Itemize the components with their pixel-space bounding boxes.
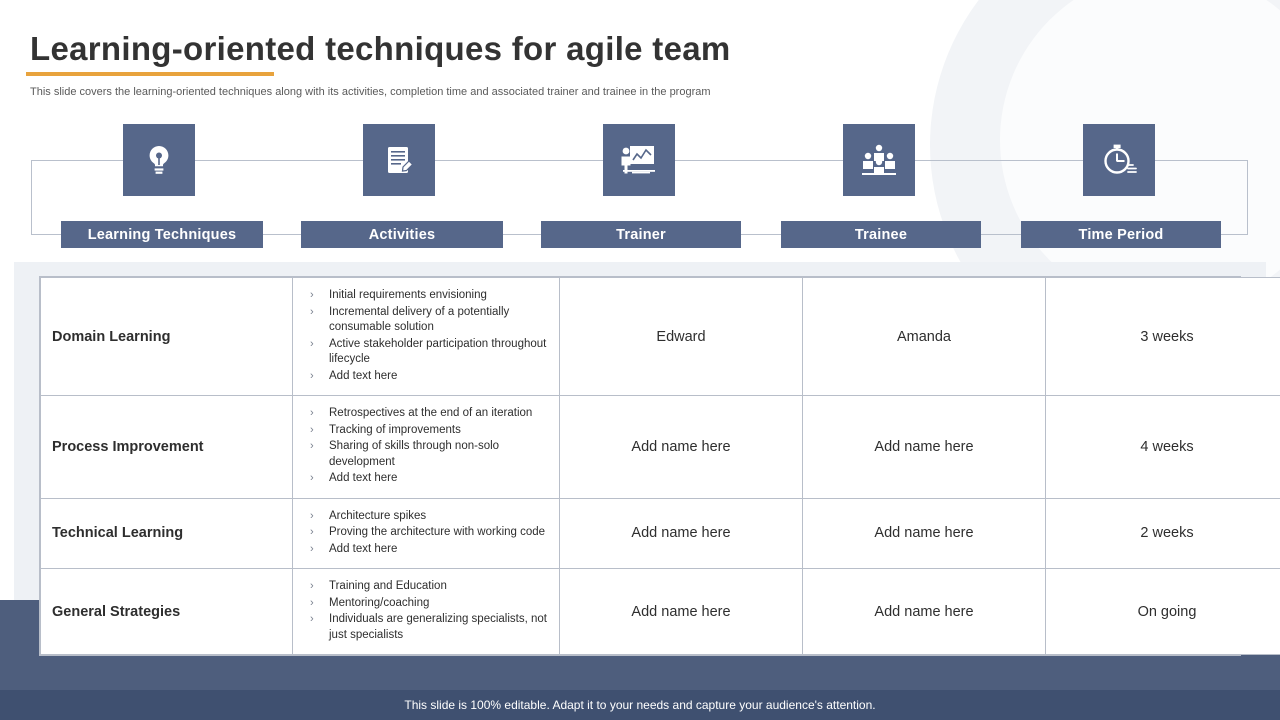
stopwatch-icon: [1098, 140, 1140, 180]
chevron-right-icon: ›: [310, 289, 314, 301]
document-list-icon: [379, 140, 419, 180]
list-item: › Architecture spikes: [307, 509, 547, 525]
cell-technique: Domain Learning: [41, 278, 293, 396]
presenter-board-icon: [618, 140, 660, 180]
list-item: › Sharing of skills through non-solo development: [310, 440, 500, 468]
cell-time-period: 3 weeks: [1046, 278, 1280, 396]
cell-technique: Technical Learning: [41, 498, 293, 569]
list-item: › Retrospectives at the end of an iteration: [307, 406, 547, 422]
cell-time-period: 2 weeks: [1046, 498, 1280, 569]
icon-tile-trainee: [843, 124, 915, 196]
chevron-right-icon: ›: [310, 580, 314, 592]
cell-trainer: Edward: [560, 278, 803, 396]
table-row[interactable]: [41, 569, 1280, 655]
cell-trainee: Amanda: [803, 278, 1046, 396]
table-row[interactable]: [41, 396, 1280, 499]
chevron-right-icon: ›: [310, 509, 314, 522]
list-item: › Training and Education: [307, 579, 547, 595]
chevron-right-icon: ›: [310, 440, 314, 452]
cell-activities: [293, 498, 560, 569]
footer-note: This slide is 100% editable. Adapt it to your needs and capture your audience's attention.: [0, 690, 1280, 720]
header-chip-activities[interactable]: Activities: [301, 221, 503, 248]
cell-activities: [293, 396, 560, 499]
header-chip-learning-techniques[interactable]: Learning Techniques: [61, 221, 263, 248]
chevron-right-icon: ›: [310, 542, 314, 555]
list-item: › Add text here: [307, 542, 547, 558]
icon-tile-trainer: [603, 124, 675, 196]
title-underline: [26, 72, 274, 76]
page-subtitle: This slide covers the learning-oriented techniques along with its activities, completion time and associated trainer and trainee in the program: [30, 86, 711, 98]
cell-trainer: Add name here: [560, 396, 803, 499]
list-item: › Initial requirements envisioning: [307, 288, 547, 304]
header-chip-trainee[interactable]: Trainee: [781, 221, 981, 248]
list-item: › Add text here: [307, 369, 547, 385]
list-item: › Add text here: [307, 471, 547, 487]
chevron-right-icon: ›: [310, 337, 314, 350]
chevron-right-icon: ›: [310, 369, 314, 382]
table-row[interactable]: [41, 498, 1280, 569]
cell-time-period: 4 weeks: [1046, 396, 1280, 499]
list-item: › Incremental delivery of a potentially consumable solution: [310, 305, 510, 333]
cell-activities: [293, 569, 560, 655]
cell-time-period: On going: [1046, 569, 1280, 655]
list-item: › Mentoring/coaching: [307, 596, 547, 612]
chevron-right-icon: ›: [310, 596, 314, 609]
header-chip-time-period[interactable]: Time Period: [1021, 221, 1221, 248]
icon-tile-learning-techniques: [123, 124, 195, 196]
list-item: › Active stakeholder participation throughout lifecycle: [310, 337, 547, 365]
list-item: › Proving the architecture with working code: [307, 525, 547, 541]
cell-technique: Process Improvement: [41, 396, 293, 499]
timeline-connector-left: [31, 160, 32, 234]
cell-trainee: Add name here: [803, 396, 1046, 499]
chevron-right-icon: ›: [310, 526, 314, 538]
chevron-right-icon: ›: [310, 613, 314, 625]
lightbulb-icon: [139, 140, 179, 180]
table-row[interactable]: [41, 278, 1280, 396]
timeline-connector-right: [1247, 160, 1248, 234]
cell-trainee: Add name here: [803, 569, 1046, 655]
chevron-right-icon: ›: [310, 472, 314, 484]
techniques-table: [39, 276, 1241, 656]
cell-activities: [293, 278, 560, 396]
chevron-right-icon: ›: [310, 423, 314, 436]
icon-tile-time-period: [1083, 124, 1155, 196]
cell-trainee: Add name here: [803, 498, 1046, 569]
chevron-right-icon: ›: [310, 407, 314, 419]
list-item: › Individuals are generalizing specialists, not just specialists: [310, 613, 547, 641]
cell-trainer: Add name here: [560, 498, 803, 569]
group-people-icon: [858, 140, 900, 180]
header-chip-trainer[interactable]: Trainer: [541, 221, 741, 248]
list-item: › Tracking of improvements: [307, 423, 547, 439]
icon-tile-activities: [363, 124, 435, 196]
page-title: Learning-oriented techniques for agile team: [30, 30, 731, 67]
cell-technique: General Strategies: [41, 569, 293, 655]
cell-trainer: Add name here: [560, 569, 803, 655]
chevron-right-icon: ›: [310, 305, 314, 318]
